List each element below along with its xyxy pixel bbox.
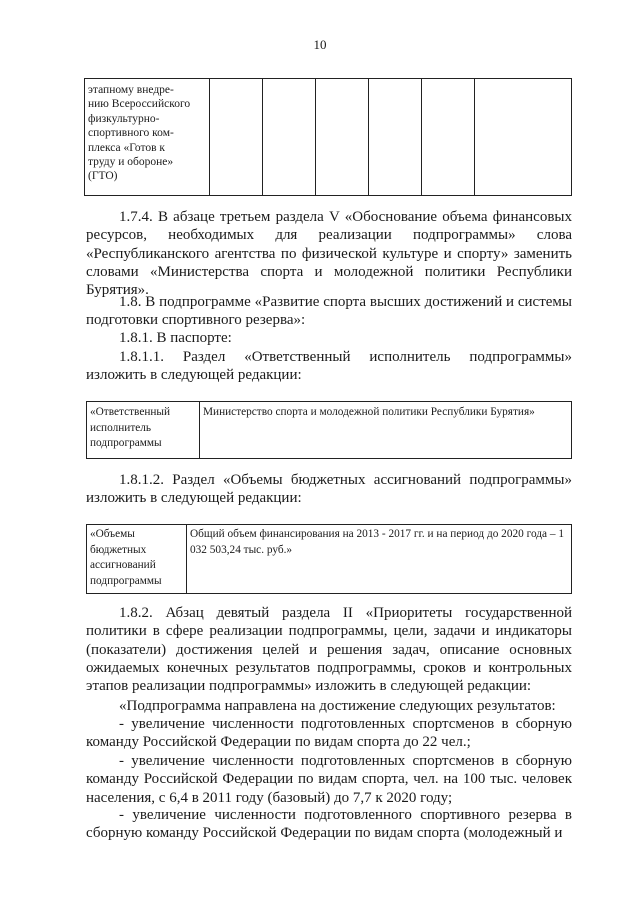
gto-empty-cell	[369, 79, 422, 196]
gto-empty-cell	[422, 79, 475, 196]
budget-label-cell: «Объемы бюджетных ассигнований подпрограммы	[87, 525, 187, 594]
gto-empty-cell	[475, 79, 572, 196]
budget-value-cell: Общий объем финансирования на 2013 - 2017 гг. и на период до 2020 года – 1 032 503,24 тыс. руб.»	[187, 525, 572, 594]
gto-line: физкультурно-	[88, 112, 160, 125]
gto-empty-cell	[316, 79, 369, 196]
paragraph-1-7-4: 1.7.4. В абзаце третьем раздела V «Обоснование объема финансовых ресурсов, необходимых для реализации подпрограммы» слова «Республиканского агентства по физической культуре и спорту» заменить словами «Министерства спорта и молодежной политики Республики Бурятия».	[86, 209, 572, 299]
gto-line: труду и обороне»	[88, 156, 174, 169]
gto-empty-cell	[210, 79, 263, 196]
paragraph-1-8-2: 1.8.2. Абзац девятый раздела II «Приоритеты государственной политики в сфере реализации подпрограммы, цели, задачи и индикаторы (показатели) достижения целей и решения задач, описание основных ожидаемых конечных результатов подпрограммы, сроков и контрольных этапов реализации подпрограммы» изложить в следующей редакции:	[86, 605, 572, 695]
paragraph-1-8-1: 1.8.1. В паспорте:	[119, 330, 232, 346]
paragraph-1-8: 1.8. В подпрограмме «Развитие спорта высших достижений и системы подготовки спортивного резерва»:	[86, 294, 572, 329]
gto-line: этапному внедре-	[88, 84, 174, 96]
responsible-label-cell: «Ответственный исполнитель подпрограммы	[87, 402, 200, 459]
gto-line: нию Всероссийского	[88, 98, 191, 111]
gto-table-first-cell	[85, 79, 210, 196]
gto-line: (ГТО)	[88, 170, 118, 183]
responsible-value-cell: Министерство спорта и молодежной политики Республики Бурятия»	[200, 402, 572, 459]
responsible-executor-table	[86, 401, 572, 459]
paragraph-1-8-1-1: 1.8.1.1. Раздел «Ответственный исполнитель подпрограммы» изложить в следующей редакции:	[86, 349, 572, 384]
budget-table	[86, 524, 572, 594]
paragraph-1-8-1-2: 1.8.1.2. Раздел «Объемы бюджетных ассигнований подпрограммы» изложить в следующей редакции:	[86, 472, 572, 507]
paragraph-quote: «Подпрограмма направлена на достижение следующих результатов:	[119, 698, 556, 714]
bullet-item: - увеличение численности подготовленных спортсменов в сборную команду Российской Федерации по видам спорта до 22 чел.;	[86, 716, 572, 751]
gto-table	[84, 78, 572, 196]
bullet-item: - увеличение численности подготовленного спортивного резерва в сборную команду Российской Федерации по видам спорта (молодежный и	[86, 807, 572, 842]
bullet-item: - увеличение численности подготовленных спортсменов в сборную команду Российской Федерации по видам спорта, чел. на 100 тыс. человек населения, с 6,4 в 2011 году (базовый) до 7,7 к 2020 году;	[86, 753, 572, 806]
gto-line: спортивного ком-	[88, 127, 174, 140]
page-number: 10	[313, 37, 327, 52]
gto-empty-cell	[263, 79, 316, 196]
gto-line: плекса «Готов к	[88, 141, 166, 154]
